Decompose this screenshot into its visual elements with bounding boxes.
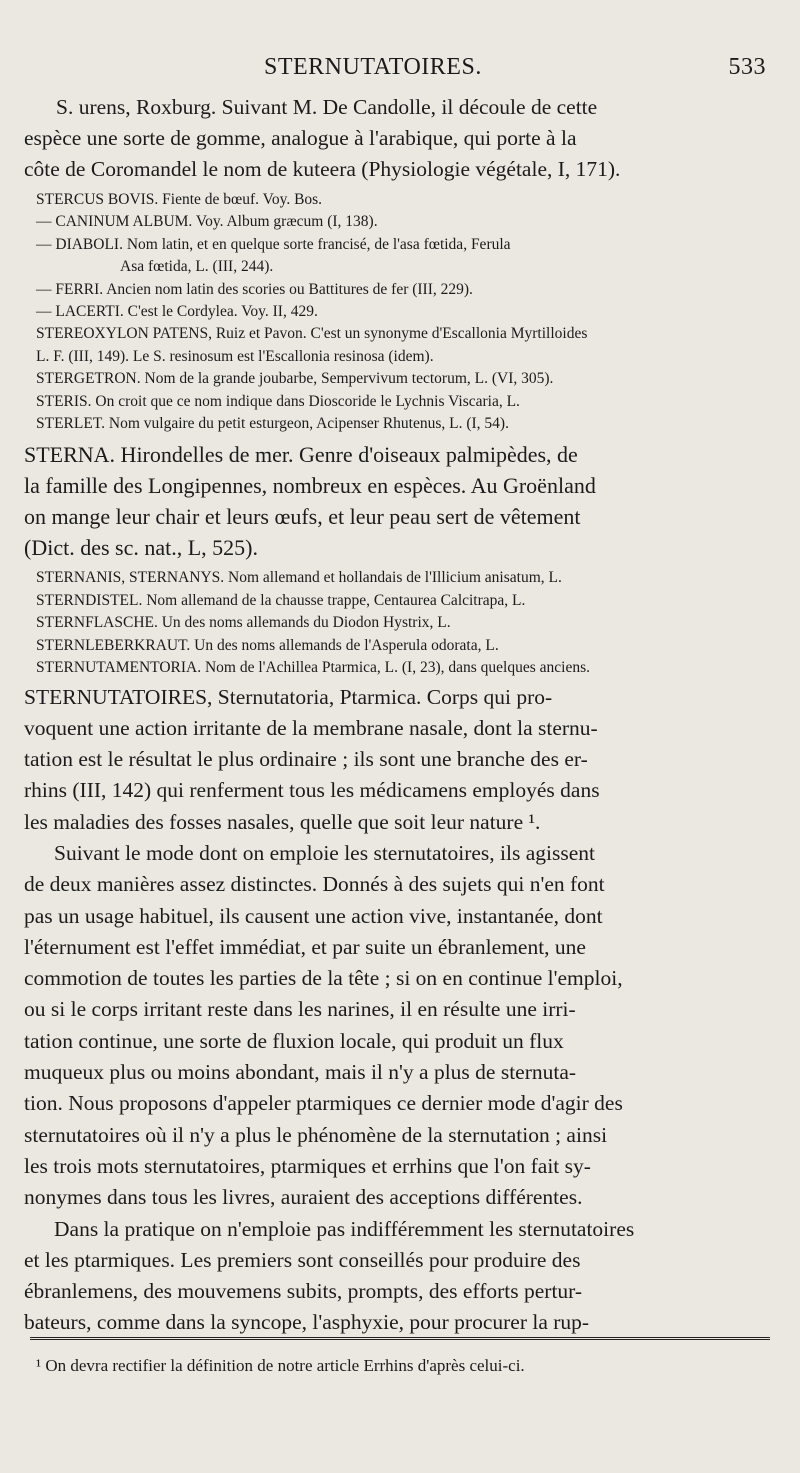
entry-line: STEREOXYLON PATENS, Ruiz et Pavon. C'est un synonyme d'Escallonia Myrtilloides [36, 325, 588, 343]
text-line: (Dict. des sc. nat., L, 525). [24, 535, 258, 561]
entry-line: STERNANIS, STERNANYS. Nom allemand et hollandais de l'Illicium anisatum, L. [36, 569, 562, 587]
text-line: pas un usage habituel, ils causent une action vive, instantanée, dont [24, 903, 603, 928]
text-line: tation est le résultat le plus ordinaire ; ils sont une branche des er- [24, 747, 588, 772]
entry-line: L. F. (III, 149). Le S. resinosum est l'Escallonia resinosa (idem). [36, 347, 434, 365]
text-line: ébranlemens, des mouvemens subits, prompts, des efforts pertur- [24, 1279, 583, 1304]
entry-line: — CANINUM ALBUM. Voy. Album græcum (I, 138). [36, 213, 378, 231]
text-line: espèce une sorte de gomme, analogue à l'arabique, qui porte à la [24, 126, 577, 150]
page-number: 533 [728, 54, 766, 80]
entry-line: Asa fœtida, L. (III, 244). [120, 258, 274, 276]
text-line: côte de Coromandel le nom de kuteera (Physiologie végétale, I, 171). [24, 157, 621, 181]
paragraph-sterna [24, 439, 770, 563]
text-line: de deux manières assez distinctes. Donnés à des sujets qui n'en font [24, 872, 605, 897]
entry-line: STERIS. On croit que ce nom indique dans Dioscoride le Lychnis Viscaria, L. [36, 392, 520, 410]
entry-line: — FERRI. Ancien nom latin des scories ou Battitures de fer (III, 229). [36, 280, 473, 298]
text-line: tation continue, une sorte de fluxion locale, qui produit un flux [24, 1028, 564, 1053]
text-line: commotion de toutes les parties de la tête ; si on en continue l'emploi, [24, 966, 623, 991]
text-line: S. urens, Roxburg. Suivant M. De Candolle, il découle de cette [56, 95, 598, 119]
text-line: rhins (III, 142) qui renferment tous les médicamens employés dans [24, 778, 600, 803]
entry-line: STERNLEBERKRAUT. Un des noms allemands de l'Asperula odorata, L. [36, 636, 499, 654]
text-line: les trois mots sternutatoires, ptarmiques et errhins que l'on fait sy- [24, 1153, 591, 1178]
entries-block-2 [24, 567, 770, 679]
entry-line: STERNUTAMENTORIA. Nom de l'Achillea Ptarmica, L. (I, 23), dans quelques anciens. [36, 659, 590, 677]
entries-block-1 [24, 189, 770, 435]
paragraph-sternutatoires [24, 682, 770, 1339]
running-title: STERNUTATOIRES. [264, 54, 482, 80]
text-line: et les ptarmiques. Les premiers sont conseillés pour produire des [24, 1247, 581, 1272]
entry-line: STERGETRON. Nom de la grande joubarbe, Sempervivum tectorum, L. (VI, 305). [36, 370, 554, 388]
entry-line: — DIABOLI. Nom latin, et en quelque sorte francisé, de l'asa fœtida, Ferula [36, 235, 511, 253]
entry-line: STERNDISTEL. Nom allemand de la chausse trappe, Centaurea Calcitrapa, L. [36, 591, 526, 609]
text-line: muqueux plus ou moins abondant, mais il n'y a plus de sternuta- [24, 1060, 577, 1085]
entry-line: STERLET. Nom vulgaire du petit esturgeon, Acipenser Rhutenus, L. (I, 54). [36, 415, 509, 433]
paragraph-urens [24, 92, 770, 185]
text-line: Suivant le mode dont on emploie les sternutatoires, ils agissent [54, 840, 595, 865]
text-line: ou si le corps irritant reste dans les narines, il en résulte une irri- [24, 997, 576, 1022]
text-line: tion. Nous proposons d'appeler ptarmiques ce dernier mode d'agir des [24, 1091, 623, 1116]
text-line: STERNA. Hirondelles de mer. Genre d'oiseaux palmipèdes, de [24, 442, 578, 468]
text-line: les maladies des fosses nasales, quelle que soit leur nature ¹. [24, 809, 541, 834]
text-line: STERNUTATOIRES, Sternutatoria, Ptarmica. Corps qui pro- [24, 684, 553, 709]
page-body [24, 92, 770, 1339]
text-line: sternutatoires où il n'y a plus le phénomène de la sternutation ; ainsi [24, 1122, 608, 1147]
footnote: ¹ On devra rectifier la définition de notre article Errhins d'après celui-ci. [36, 1356, 525, 1375]
running-header [24, 54, 770, 88]
text-line: l'éternument est l'effet immédiat, et par suite un ébranlement, une [24, 934, 586, 959]
entry-line: STERCUS BOVIS. Fiente de bœuf. Voy. Bos. [36, 191, 323, 208]
text-line: bateurs, comme dans la syncope, l'asphyxie, pour procurer la rup- [24, 1310, 590, 1335]
text-line: nonymes dans tous les livres, auraient des acceptions différentes. [24, 1185, 583, 1210]
text-line: on mange leur chair et leurs œufs, et leur peau sert de vêtement [24, 504, 581, 530]
footnote-rule [30, 1337, 770, 1344]
entry-line: STERNFLASCHE. Un des noms allemands du Diodon Hystrix, L. [36, 614, 451, 632]
text-line: voquent une action irritante de la membrane nasale, dont la sternu- [24, 715, 598, 740]
text-line: Dans la pratique on n'emploie pas indifféremment les sternutatoires [54, 1216, 635, 1241]
entry-line: — LACERTI. C'est le Cordylea. Voy. II, 429. [36, 303, 318, 321]
text-line: la famille des Longipennes, nombreux en espèces. Au Groënland [24, 473, 596, 499]
